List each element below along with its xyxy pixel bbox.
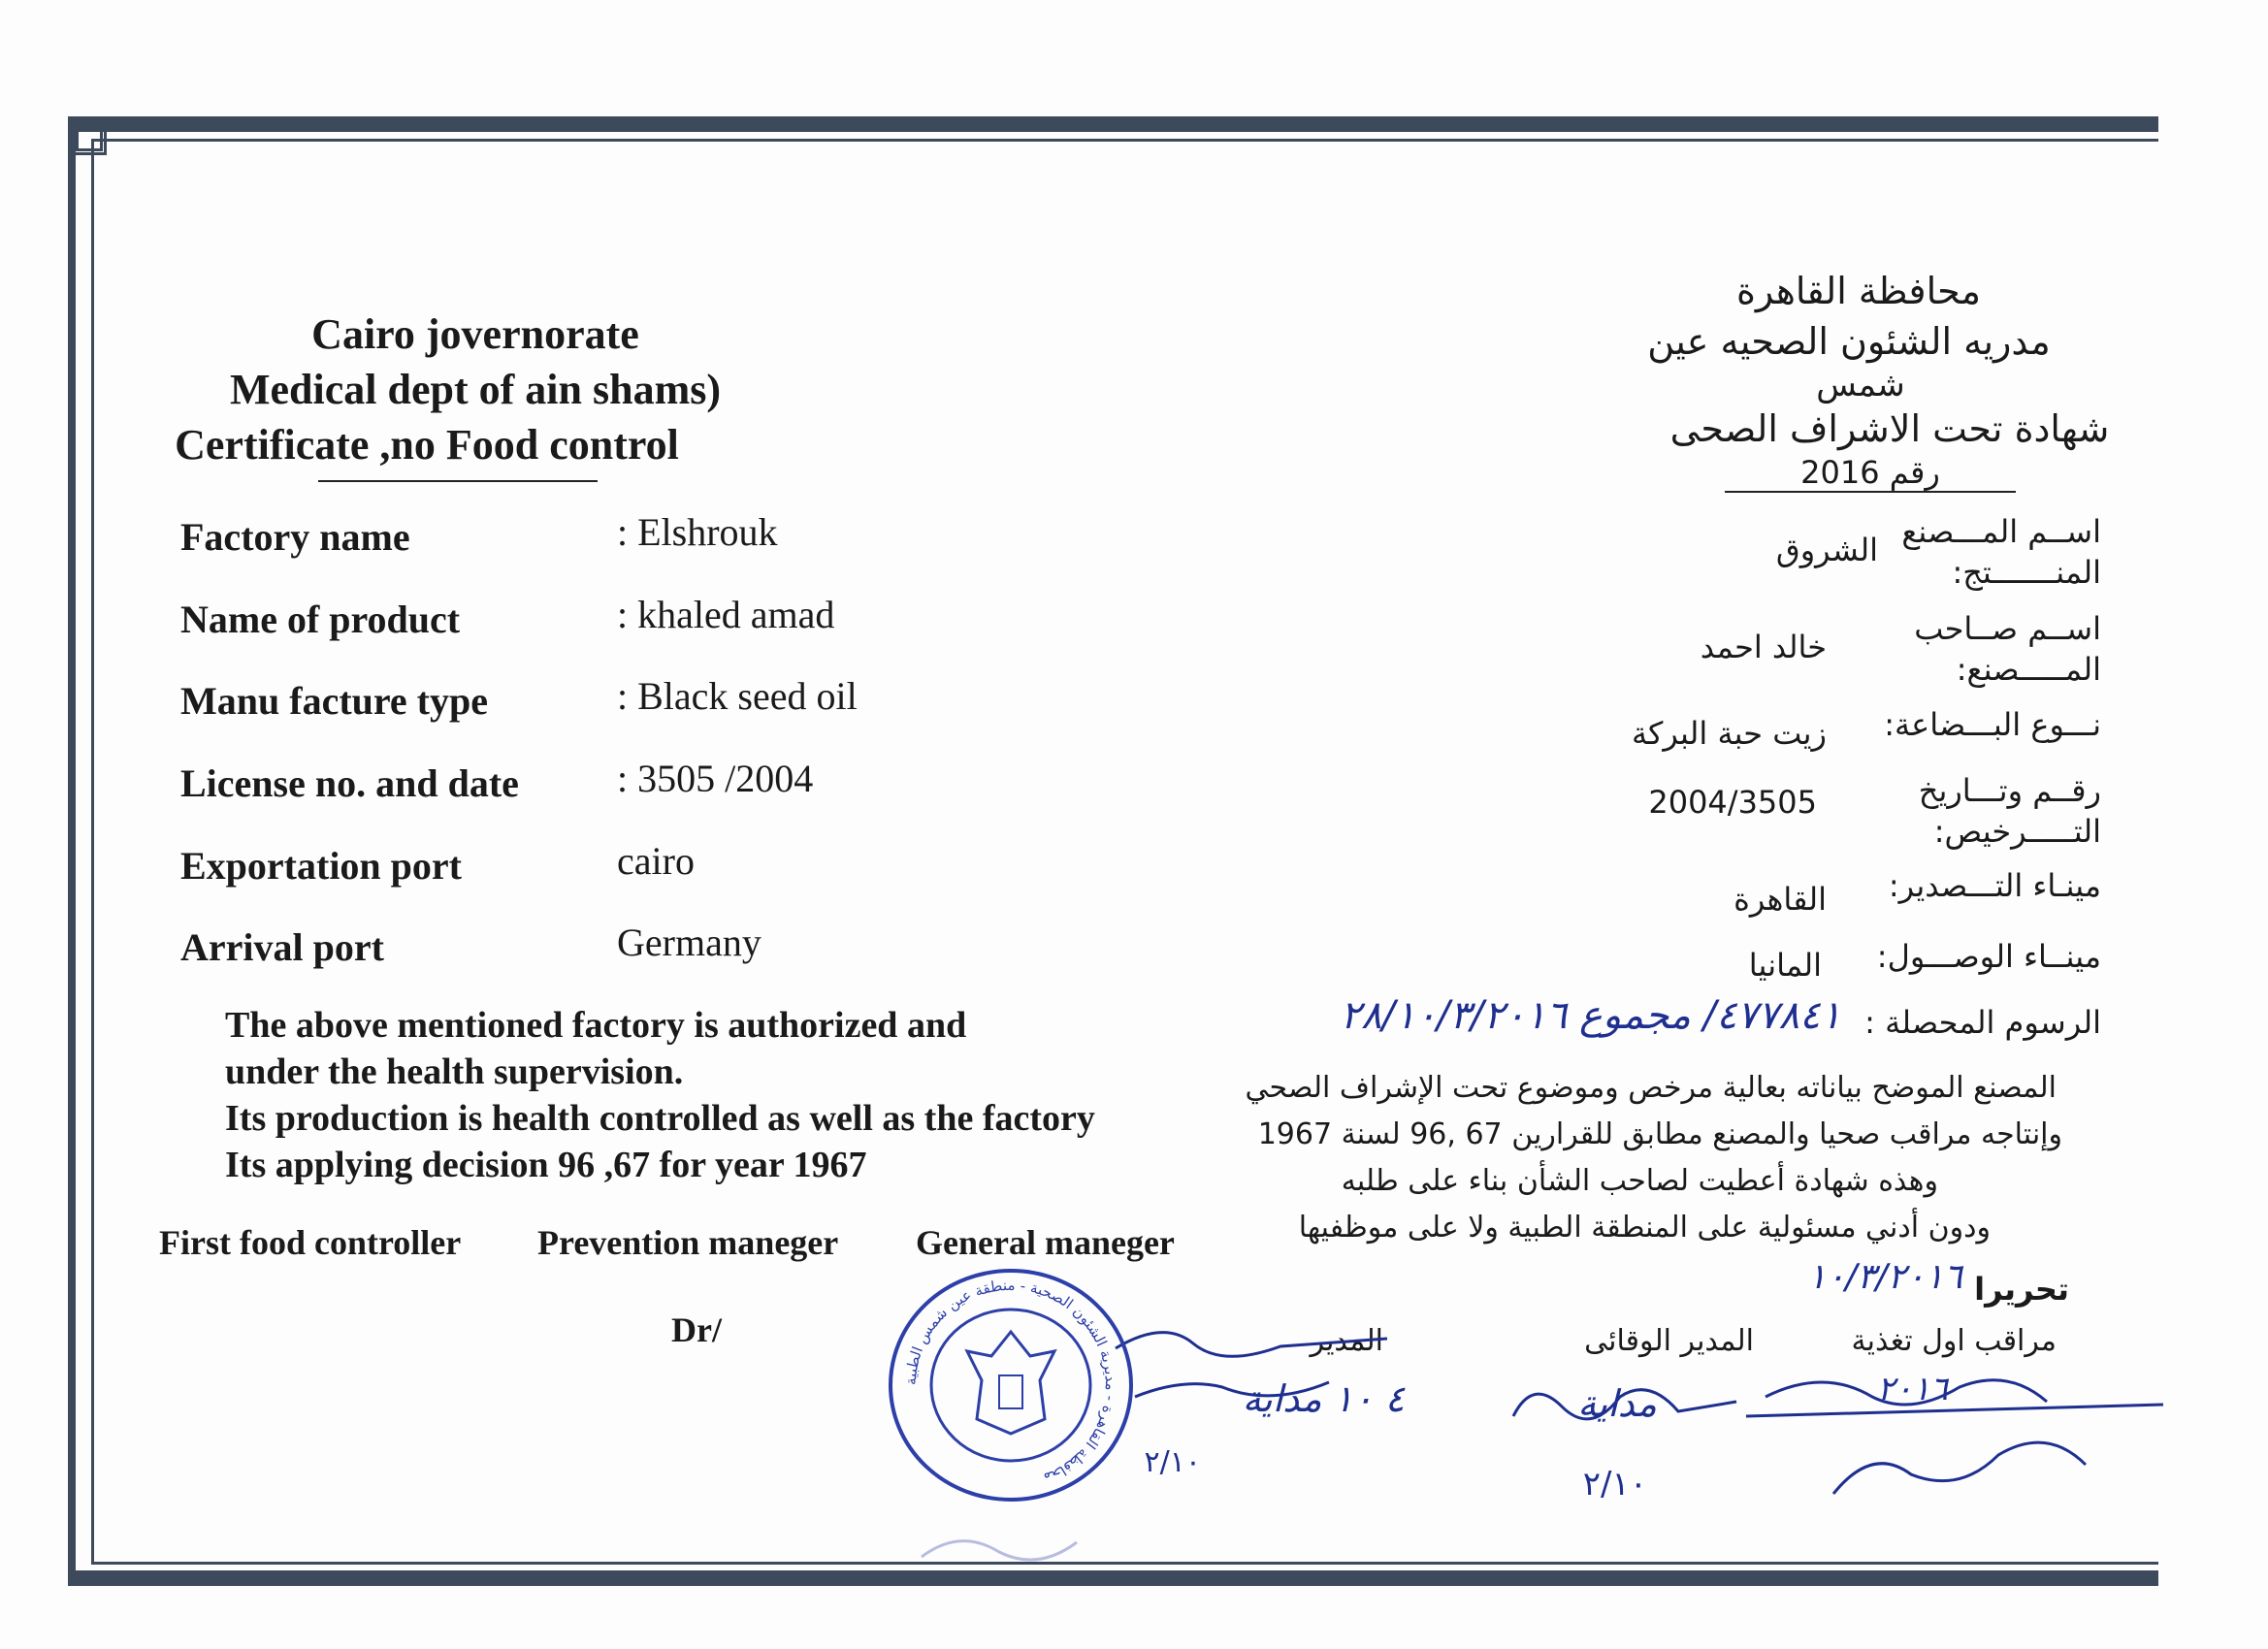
ar-label-fees: الرسوم المحصلة :	[1864, 1004, 2101, 1041]
stamp-text: محافظة القاهرة - مديرية الشئون الصحية - منطقة عين شمس الطبية	[901, 1276, 1120, 1488]
field-label-license: License no. and date	[180, 761, 519, 805]
handwritten-prevention-date: ٢/١٠	[1582, 1465, 1647, 1504]
signatory-general-manager: General maneger	[916, 1223, 1175, 1262]
field-value-exportation-port: cairo	[617, 839, 695, 883]
ar-value-factory-name: الشروق	[1775, 532, 1878, 568]
arabic-header-line-2: مدريه الشئون الصحيه عين	[1647, 320, 2051, 363]
field-value-license: : 3505 /2004	[617, 757, 814, 800]
ar-label-factory-name-line1: اســم المـــصنع	[1901, 513, 2101, 550]
ar-value-exportation-port: القاهرة	[1733, 881, 1827, 918]
field-label-product-name: Name of product	[180, 598, 461, 641]
director-signature-scribble	[1106, 1300, 1397, 1416]
english-statement-line-3: Its production is health controlled as well as the factory	[225, 1098, 1095, 1139]
ar-label-arrival-port: مينــاء الوصـــول:	[1876, 938, 2101, 975]
english-statement-line-1: The above mentioned factory is authorized and	[225, 1005, 967, 1046]
handwritten-prevention-note: مداية	[1577, 1382, 1657, 1425]
handwritten-director-date: ٢/١٠	[1144, 1445, 1201, 1479]
ar-label-license-line2: التـــــرخيص:	[1933, 812, 2101, 850]
ar-label-owner-name-line1: اســم صــاحب	[1914, 610, 2101, 647]
field-label-arrival-port: Arrival port	[180, 925, 384, 969]
arabic-header-line-4: شهادة تحت الاشراف الصحى	[1669, 407, 2110, 450]
signatory-prevention-manager: Prevention maneger	[537, 1223, 839, 1262]
controller-signature-scribble	[1736, 1358, 2183, 1504]
ar-value-fees-handwritten: ٤٧٧٨٤١/ مجموع ٢٨/١٠/٣/٢٠١٦	[1340, 993, 1841, 1038]
prevention-signature-scribble	[1504, 1358, 1746, 1465]
field-value-arrival-port: Germany	[617, 921, 761, 964]
ar-label-license	[1919, 771, 2101, 852]
ar-label-license-line1: رقــم وتـــاريخ	[1918, 772, 2101, 809]
ar-date-label: تحريرا	[1974, 1271, 2069, 1308]
arabic-header-certificate-number: رقم 2016	[1725, 454, 2016, 493]
ar-value-arrival-port: المانيا	[1748, 947, 1822, 984]
arabic-statement-line-4: ودون أدني مسئولية على المنطقة الطبية ولا على موظفيها	[1298, 1211, 1991, 1245]
arabic-statement-line-2: وإنتاجه مراقب صحيا والمصنع مطابق للقرارين 67 ,96 لسنة 1967	[1257, 1117, 2062, 1151]
ar-value-owner-name: خالد احمد	[1700, 629, 1827, 665]
ar-date-handwritten: ١٠/٣/٢٠١٦	[1807, 1257, 1962, 1297]
field-label-exportation-port: Exportation port	[180, 844, 462, 888]
ar-signatory-prevention-manager: المدير الوقائى	[1584, 1324, 1754, 1358]
ar-label-factory-name	[1901, 512, 2101, 593]
ar-label-exportation-port: مينـاء التـــصدير:	[1888, 867, 2101, 904]
arabic-statement-line-3: وهذه شهادة أعطيت لصاحب الشأن بناء على طلبه	[1341, 1164, 1938, 1198]
ar-label-owner-name-line2: المـــــصنع:	[1956, 650, 2101, 688]
handwritten-director-note: ٤ ١٠ مداية	[1242, 1377, 1405, 1420]
ar-value-license: 2004/3505	[1648, 784, 1817, 821]
arabic-statement-line-1: المصنع الموضح بياناته بعالية مرخص وموضوع تحت الإشراف الصحي	[1245, 1071, 2057, 1105]
frame-corner-ornament-inner	[76, 124, 103, 151]
header-underline	[318, 480, 598, 482]
dr-label: Dr/	[671, 1310, 722, 1349]
field-value-manufacture-type: : Black seed oil	[617, 674, 858, 718]
field-label-manufacture-type: Manu facture type	[180, 679, 488, 723]
ar-signatory-first-controller: مراقب اول تغذية	[1851, 1324, 2057, 1358]
arabic-header-line-3: شمس	[1816, 366, 1905, 404]
arabic-header-line-1: محافظة القاهرة	[1735, 270, 1982, 312]
ar-label-owner-name	[1914, 609, 2101, 690]
faded-stamp-mark	[912, 1523, 1086, 1571]
english-statement-line-2: under the health supervision.	[225, 1051, 684, 1092]
english-header-line-3: Certificate ,no Food control	[175, 421, 679, 469]
handwritten-controller-date: ٢٠١٦	[1876, 1370, 1948, 1408]
english-header-line-2: Medical dept of ain shams)	[230, 366, 721, 413]
field-value-product-name: : khaled amad	[617, 593, 835, 636]
official-seal-stamp	[885, 1264, 1137, 1506]
signatory-first-food-controller: First food controller	[159, 1223, 462, 1262]
english-header-line-1: Cairo jovernorate	[311, 310, 639, 358]
english-statement-line-4: Its applying decision 96 ,67 for year 1967	[225, 1145, 867, 1185]
ar-value-goods-type: زيت حبة البركة	[1631, 715, 1827, 752]
ar-label-factory-name-line2: المنـــــــتج:	[1952, 553, 2101, 591]
field-value-factory-name: : Elshrouk	[617, 510, 778, 554]
field-label-factory-name: Factory name	[180, 515, 410, 559]
ar-signatory-director: المدير	[1310, 1324, 1383, 1358]
eagle-emblem-icon	[967, 1332, 1054, 1434]
ar-label-goods-type: نـــوع البـــضاعة:	[1884, 706, 2101, 743]
